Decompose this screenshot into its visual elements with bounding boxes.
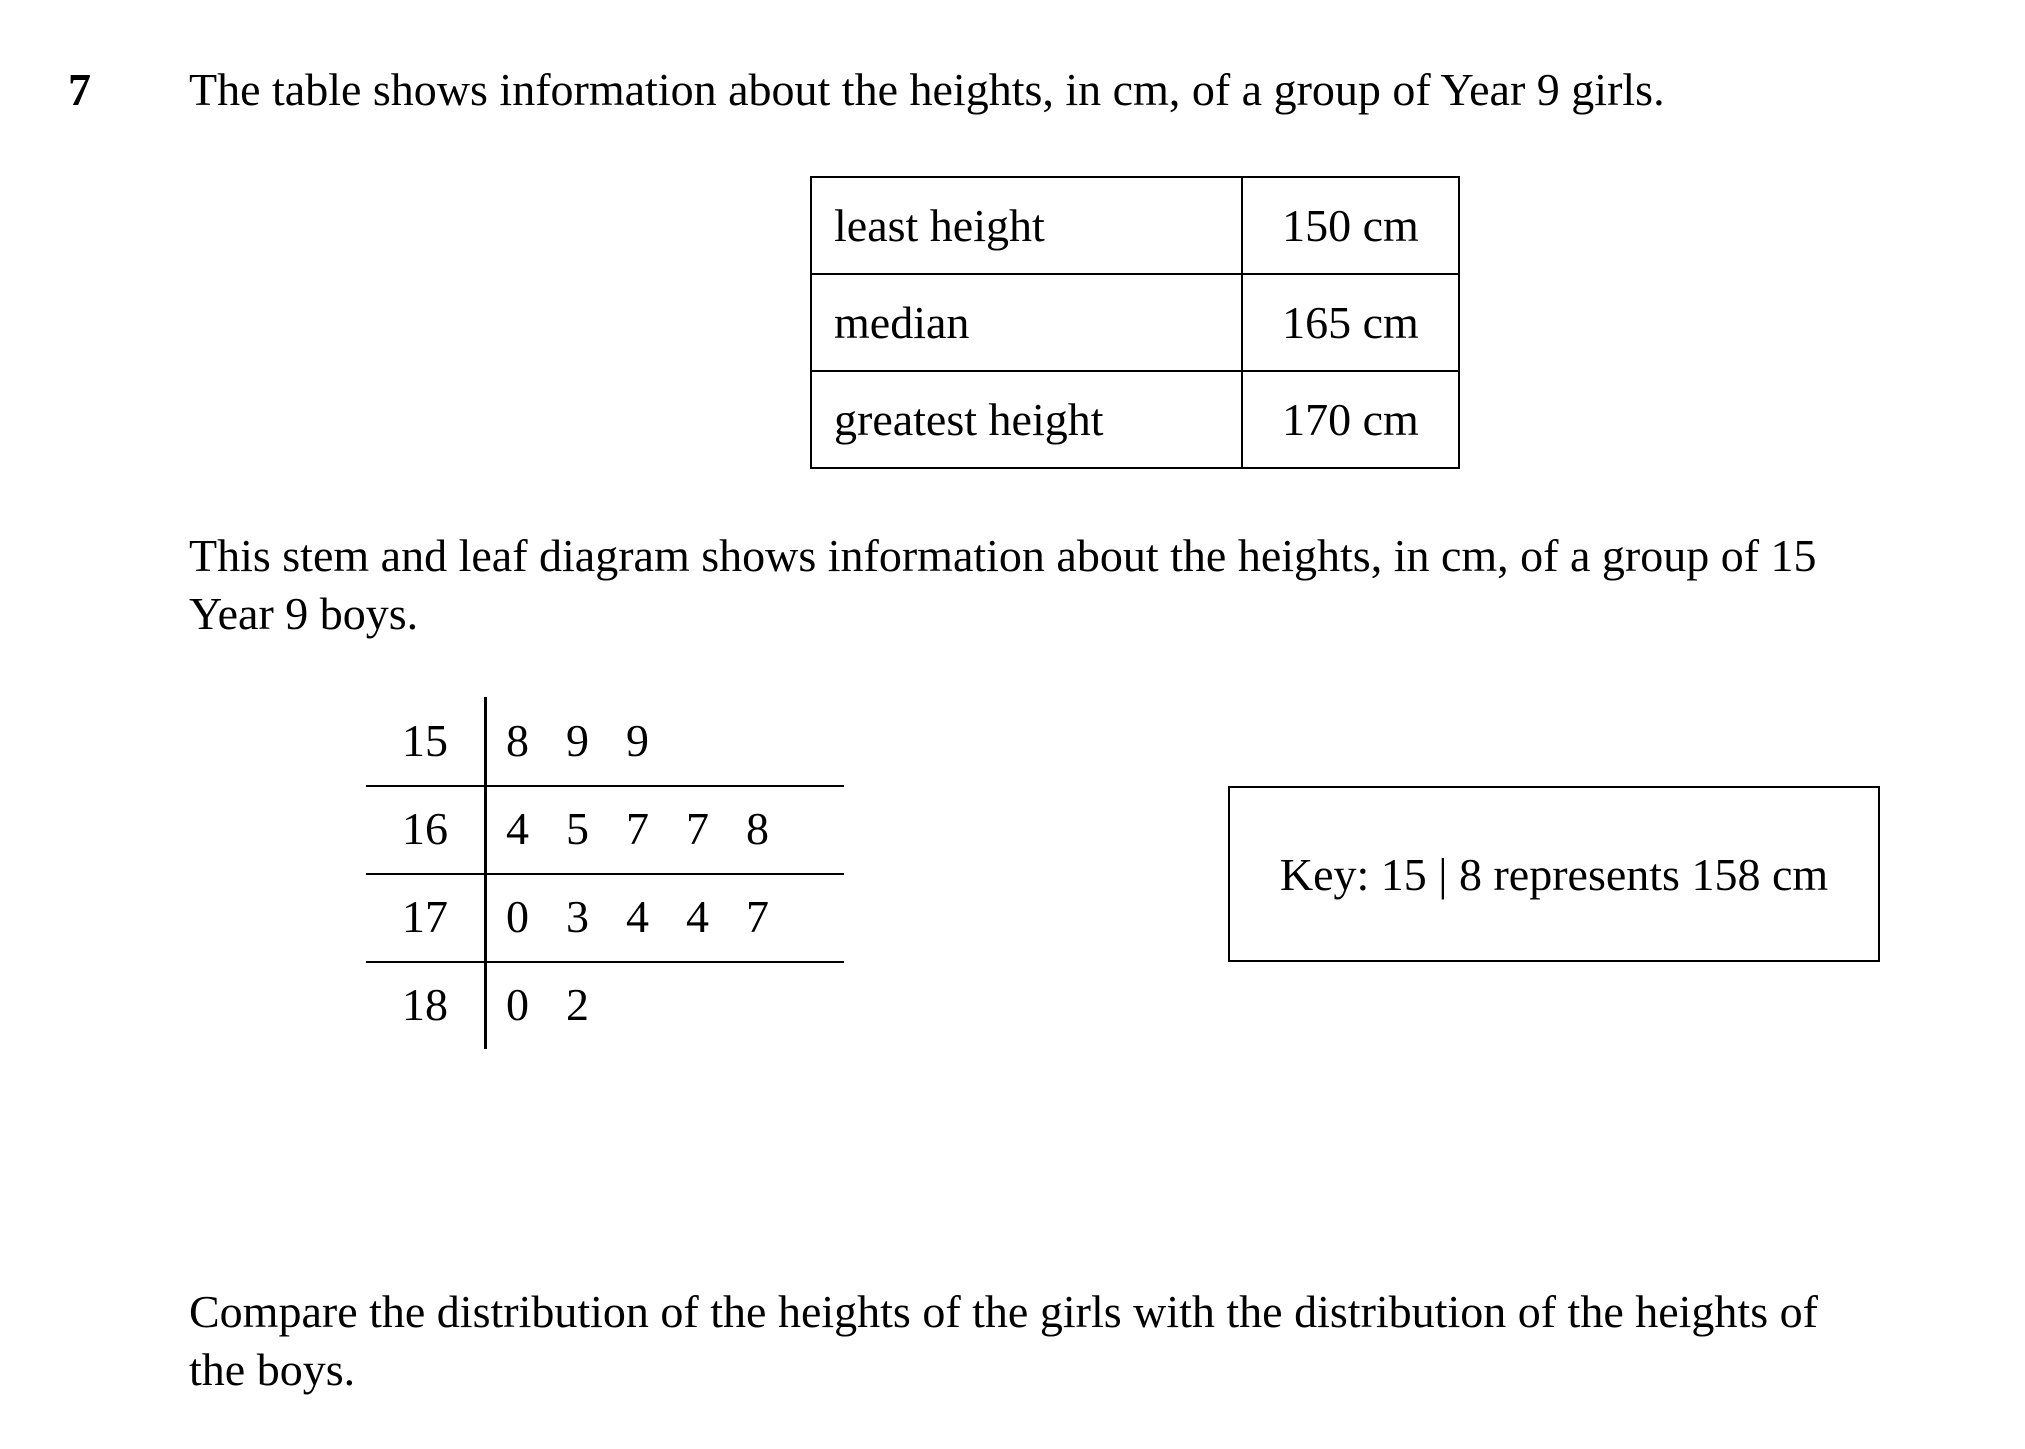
leaf-value: 0 bbox=[506, 979, 529, 1030]
leaf-value: 7 bbox=[686, 803, 709, 854]
question-number: 7 bbox=[68, 64, 91, 115]
table-row bbox=[811, 274, 1459, 371]
leaf-value: 5 bbox=[566, 803, 589, 854]
table-cell-label: least height bbox=[811, 177, 1242, 274]
leaf-value: 8 bbox=[506, 715, 529, 766]
leaf-value: 4 bbox=[626, 891, 649, 942]
leaf-value: 3 bbox=[566, 891, 589, 942]
table-cell-value: 170 cm bbox=[1242, 371, 1459, 468]
stem-leaf-key bbox=[1228, 786, 1880, 962]
leaf-value: 0 bbox=[506, 891, 529, 942]
leaf-value: 2 bbox=[566, 979, 589, 1030]
leaf-list bbox=[506, 873, 806, 961]
stem-value: 16 bbox=[402, 803, 448, 854]
stem-value: 15 bbox=[402, 715, 448, 766]
leaf-list bbox=[506, 961, 626, 1049]
leaf-value: 7 bbox=[626, 803, 649, 854]
question-intro: The table shows information about the heights, in cm, of a group of Year 9 girls. bbox=[189, 64, 1665, 115]
leaf-value: 4 bbox=[686, 891, 709, 942]
girls-height-table bbox=[810, 176, 1460, 469]
stem-leaf-row bbox=[366, 961, 844, 1049]
table-row bbox=[811, 371, 1459, 468]
stem-and-leaf-diagram bbox=[366, 697, 844, 1049]
stem-leaf-row bbox=[366, 873, 844, 961]
table-cell-value: 165 cm bbox=[1242, 274, 1459, 371]
compare-prompt: Compare the distribution of the heights of the girls with the distribution of the heights of the boys. bbox=[189, 1286, 1818, 1395]
table-cell-label: median bbox=[811, 274, 1242, 371]
leaf-value: 4 bbox=[506, 803, 529, 854]
stem-divider-line bbox=[484, 697, 487, 1049]
leaf-value: 7 bbox=[746, 891, 769, 942]
key-text: Key: 15 | 8 represents 158 cm bbox=[1279, 848, 1829, 900]
leaf-value: 9 bbox=[566, 715, 589, 766]
stem-leaf-intro: This stem and leaf diagram shows information about the heights, in cm, of a group of 15 Year 9 boys. bbox=[189, 530, 1817, 639]
stem-value: 17 bbox=[402, 891, 448, 942]
table-row bbox=[811, 177, 1459, 274]
leaf-value: 8 bbox=[746, 803, 769, 854]
leaf-value: 9 bbox=[626, 715, 649, 766]
leaf-list bbox=[506, 785, 806, 873]
stem-value: 18 bbox=[402, 979, 448, 1030]
stem-leaf-row bbox=[366, 785, 844, 873]
table-cell-value: 150 cm bbox=[1242, 177, 1459, 274]
table-cell-label: greatest height bbox=[811, 371, 1242, 468]
stem-leaf-row bbox=[366, 697, 844, 785]
leaf-list bbox=[506, 697, 686, 785]
